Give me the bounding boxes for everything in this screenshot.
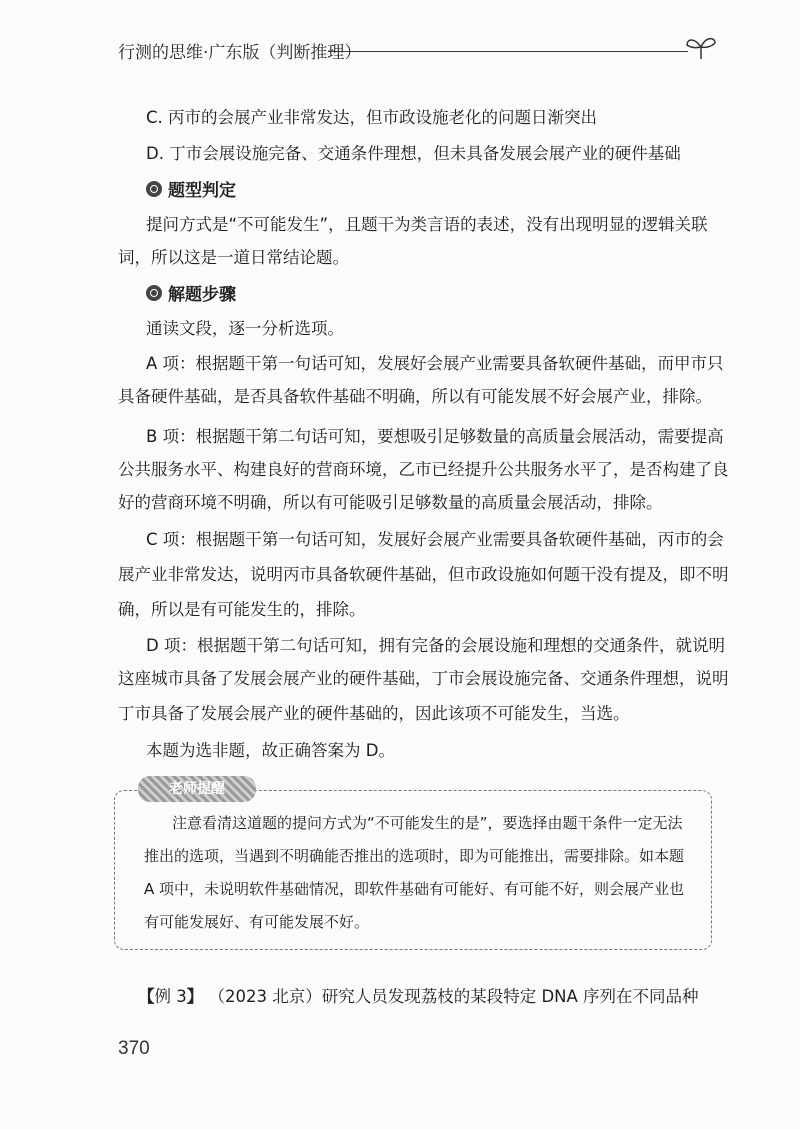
steps-heading-text: 解题步骤 [168,285,236,305]
analysis-c-line-3: 确，所以是有可能发生的，排除。 [118,600,366,619]
analysis-b-line-1: B 项：根据题干第二句话可知，要想吸引足够数量的高质量会展活动，需要提高 [146,427,724,446]
analysis-b-line-2: 公共服务水平、构建良好的营商环境，乙市已经提升公共服务水平了，是否构建了良 [118,460,729,479]
analysis-a-line-1: A 项：根据题干第一句话可知，发展好会展产业需要具备软硬件基础，而甲市只 [146,354,724,373]
tip-line-1: 注意看清这道题的提问方式为“不可能发生的是”，要选择由题干条件一定无法 [172,814,683,832]
section-bullet-icon [146,285,162,301]
example-label: 例 3 [154,987,187,1006]
type-line-1: 提问方式是“不可能发生”，且题干为类言语的表述，没有出现明显的逻辑关联 [146,215,708,234]
tip-label: 老师提醒 [138,776,256,802]
steps-intro: 通读文段，逐一分析选项。 [146,319,344,338]
running-header-title: 行测的思维·广东版（判断推理） [118,43,362,63]
analysis-d-line-1: D 项：根据题干第二句话可知，拥有完备的会展设施和理想的交通条件，就说明 [146,636,725,655]
analysis-c-line-2: 展产业非常发达，说明丙市具备软硬件基础，但市政设施如何题干没有提及，即不明 [118,565,729,584]
example-open-bracket: 【 [138,987,155,1006]
type-heading-text: 题型判定 [168,181,236,201]
option-d: D. 丁市会展设施完备、交通条件理想，但未具备发展会展产业的硬件基础 [146,144,681,163]
example-close-bracket: 】 [186,987,204,1006]
tip-line-2: 推出的选项，当遇到不明确能否推出的选项时，即为可能推出，需要排除。如本题 [144,847,685,865]
analysis-c-line-1: C 项：根据题干第一句话可知，发展好会展产业需要具备软硬件基础，丙市的会 [146,530,724,549]
steps-heading [146,280,236,305]
type-heading [146,176,236,201]
section-bullet-icon [146,181,162,197]
page-number: 370 [118,1038,150,1059]
running-header [118,34,718,62]
analysis-d-line-2: 这座城市具备了发展会展产业的硬件基础，丁市会展设施完备、交通条件理想，说明 [118,669,729,688]
answer-line: 本题为选非题，故正确答案为 D。 [146,741,395,760]
example-3-line [138,983,699,1007]
tip-line-4: 有可能发展好、有可能发展不好。 [144,913,370,931]
analysis-d-line-3: 丁市具备了发展会展产业的硬件基础的，因此该项不可能发生，当选。 [118,704,630,723]
tip-line-3: A 项中，未说明软件基础情况，即软件基础有可能好、有可能不好，则会展产业也 [144,880,685,898]
sprout-icon [684,34,718,60]
analysis-b-line-3: 好的营商环境不明确，所以有可能吸引足够数量的高质量会展活动，排除。 [118,493,663,512]
header-rule [328,51,688,52]
analysis-a-line-2: 具备硬件基础，是否具备软件基础不明确，所以有可能发展不好会展产业，排除。 [118,387,712,406]
option-c: C. 丙市的会展产业非常发达，但市政设施老化的问题日渐突出 [146,108,598,127]
example-text: （2023 北京）研究人员发现荔枝的某段特定 DNA 序列在不同品种 [208,987,699,1006]
type-line-2: 词，所以这是一道日常结论题。 [118,248,349,267]
